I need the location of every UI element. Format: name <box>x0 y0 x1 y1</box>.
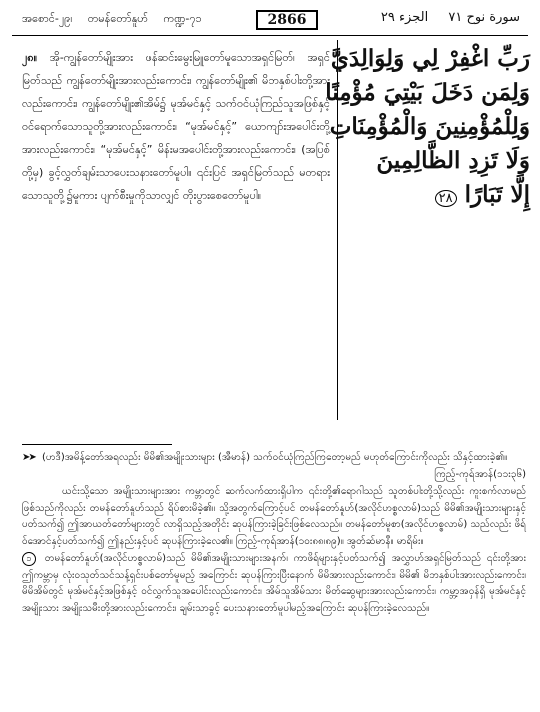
arabic-verse-column <box>325 42 530 212</box>
arabic-line: وَلِمَن دَخَلَ بَيْتِيَ مُؤْمِنًا <box>325 79 530 106</box>
header-left <box>22 12 214 28</box>
page-number: 2866 <box>256 10 318 30</box>
arabic-line: وَلَا تَزِدِ الظَّالِمِينَ <box>376 147 530 174</box>
translation-paragraph <box>22 46 330 207</box>
footnote-rule <box>22 444 172 445</box>
footnote-reference: ကြည့်-ကုရ်အာန်(၁၀း၈၈၊၈၉)။ အွတ်ဆ်မာနီ။ မာရိမ်း။ <box>236 535 424 547</box>
footnotes <box>22 450 526 618</box>
page-header <box>0 0 540 34</box>
footnote-number-badge: ၁ <box>22 552 36 566</box>
footnote-reference: ကြည့်-ကုရ်အာန်(၁၁း၃၆) <box>434 468 526 480</box>
footnote-text: ယင်းသို့သော အမျိုးသားများအား ကမ္ဘာတွင် ဆက်လက်ထားရှိပါက ၎င်းတို့၏ရောဂါသည် သူတစ်ပါးတို့သို့လည်း ကူးစက်လာမည်ဖြစ်သည်ကိုလည်း တမန်တော်နူဟ်သည် ရိပ်စားမိခဲ့၏။ သို့အတွက်ကြောင့်ပင် တမန်တော်နူဟ်(အလိုင်ဟစ္စလာမ်)သည် မိမိ၏အမျိုးသားများနှင့်ပတ်သက်၍ ဤအာယတ်တော်များတွင် လာရှိသည့်အတိုင်း ဆုပန်ကြားခဲ့ခြင်းဖြစ်လေသည်။ တမန်တော်မူစာ(အလိုင်ဟစ္စလာမ်) သည်လည်း ဖိရ်ဝ်အောင်နှင့်ပတ်သက်၍ ဤနည်းနှင့်ပင် ဆုပန်ကြားခဲ့လေ၏။ <box>22 486 526 547</box>
translation-text: အို-ကျွန်တော်မျိုးအား ဖန်ဆင်းမွေးမြူတော်မူသောအရှင်မြတ်၊ အရှင်မြတ်သည် ကျွန်တော်မျိုးအားလည်းကောင်း၊ ကျွန်တော်မျိုး၏ မိဘနှစ်ပါးတို့အားလည်းကောင်း၊ ကျွန်တော်မျိုး၏အိမ်၌ မုအ်မင်နှင့် သက်ဝင်ယုံကြည်သူအဖြစ်နှင့် ဝင်ရောက်သောသူတို့အားလည်းကောင်း၊ “မုအ်မင်နှင့်” ယောကျာ်းအပေါင်းတို့အားလည်းကောင်း၊ “မုအ်မင်နှင့်” မိန်းမအပေါင်းတို့အားလည်းကောင်း၊ (အပြစ်တို့မှ) ခွင့်လွှတ်ချမ်းသာပေးသနားတော်မူပါ။ ၎င်းပြင် အရှင်မြတ်သည် မတရားသောသူတို့၌မူကား ပျက်စီးမှုကိုသာလျှင် တိုးပွားစေတော်မူပါ။ <box>22 51 331 202</box>
footnote-text: (ဟဒီ)အမိန့်တော်အရလည်း မိမိ၏အမျိုးသားများ (အီမာန်) သက်ဝင်ယုံကြည်ကြတော့မည် မဟုတ်ကြောင်းကိုလည်း သိနှင့်ထားခဲ့၏။ <box>41 452 508 463</box>
footnote-text: တမန်တော်နူဟ်(အလိုင်ဟစ္စလာမ်)သည် မိမိ၏အမျိုးသားများအနက်၊ ကာဖိရ်များနှင့်ပတ်သက်၍ အလွှာဟ်အရှင်မြတ်သည် ၎င်းတို့အား ဤကမ္ဘာမှ လုံးဝသုတ်သင်သန့်ရှင်းပစ်တော်မူမည့် အကြောင်း ဆုပန်ကြားပြီးနောက် မိမိအားလည်းကောင်း၊ မိမိ၏ မိဘနှစ်ပါးအားလည်းကောင်း၊ မိမိအိမ်တွင် မုအ်မင်နှင့်အဖြစ်နှင့် ဝင်လွှက်သူအပေါင်းလည်းကောင်း၊ အိမ်သူအိမ်သား မိတ်ဆွေများအားလည်းကောင်း၊ ကမ္ဘာ့အဝှန်ရှိ မုအ်မင်နှင့်အမျိုးသား အမျိုးသမီးတို့အားလည်းကောင်း၊ ချမ်းသာခွင့် ပေးသနားတော်မူပါမည့်အကြောင်း ဆုပန်ကြားခဲ့လေသည်။ <box>22 553 526 614</box>
surah-title-arabic: سورة نوح ٧١ <box>448 10 520 25</box>
verse-number: ၂၈။ <box>22 51 38 64</box>
header-rule <box>12 35 528 36</box>
juz-label: အစောင်-၂၉၊ <box>22 12 73 25</box>
footnote-marker-icon: ➤➤ <box>22 452 35 463</box>
footnote-3 <box>22 551 526 617</box>
arabic-line: رَبِّ اغْفِرْ لِي وَلِوَالِدَيَّ <box>330 45 530 72</box>
translation-column <box>22 46 330 207</box>
arabic-line: وَلِلْمُؤْمِنِينَ وَالْمُؤْمِنَاتِ <box>329 113 530 140</box>
book-title: တမန်တော်နူဟ် <box>87 12 149 25</box>
arabic-line-text: إِلَّا تَبَارًا <box>464 181 530 208</box>
ayah-number-mark: ٢٨ <box>435 190 457 207</box>
header-right <box>365 10 520 25</box>
footnote-2 <box>22 484 526 550</box>
footnote-1 <box>22 450 526 483</box>
section-reference: ကဏ္ဍ-၇၁ <box>163 12 202 25</box>
arabic-line-last <box>345 178 530 212</box>
juz-title-arabic: الجزء ٢٩ <box>380 10 429 25</box>
